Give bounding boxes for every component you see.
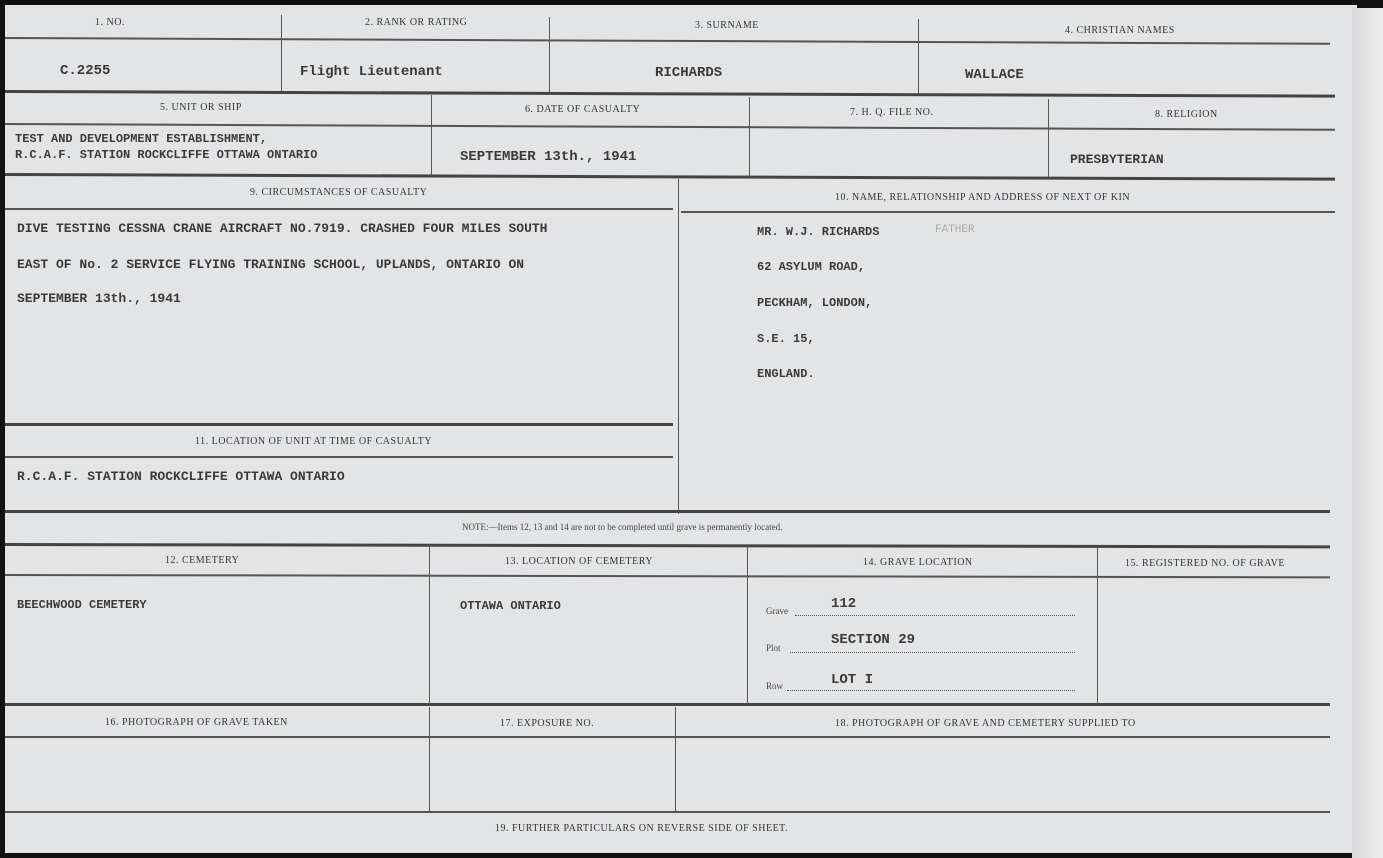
casualty-record-card	[5, 5, 1357, 853]
note: NOTE:—Items 12, 13 and 14 are not to be completed until grave is permanently located.	[462, 522, 783, 532]
divider	[5, 510, 1330, 513]
row: LOT I	[831, 672, 874, 688]
divider	[429, 707, 430, 811]
circumstances-line-1: DIVE TESTING CESSNA CRANE AIRCRAFT NO.7919. CRASHED FOUR MILES SOUTH	[17, 221, 548, 236]
label-surname: 3. SURNAME	[695, 20, 759, 31]
divider	[747, 546, 748, 704]
footer-note: 19. FURTHER PARTICULARS ON REVERSE SIDE OF SHEET.	[495, 823, 789, 834]
label-location-of-cemetery: 13. LOCATION OF CEMETERY	[505, 556, 654, 567]
surname: RICHARDS	[655, 65, 723, 81]
grave-number: 112	[831, 596, 857, 612]
divider	[5, 543, 1330, 548]
plot-label: Plot	[766, 643, 781, 653]
plot-line	[790, 651, 1075, 653]
divider	[681, 211, 1335, 213]
row-label: Row	[766, 681, 784, 691]
label-christian-names: 4. CHRISTIAN NAMES	[1065, 25, 1175, 36]
label-rank: 2. RANK OR RATING	[365, 17, 468, 28]
location-of-unit: R.C.A.F. STATION ROCKCLIFFE OTTAWA ONTARIO	[17, 469, 345, 484]
label-registered-no: 15. REGISTERED NO. OF GRAVE	[1125, 558, 1285, 569]
divider	[5, 811, 1330, 813]
divider	[678, 179, 679, 514]
unit-line-1: TEST AND DEVELOPMENT ESTABLISHMENT,	[15, 132, 268, 146]
kin-relationship: FATHER	[935, 224, 975, 236]
label-photograph-taken: 16. PHOTOGRAPH OF GRAVE TAKEN	[105, 717, 288, 728]
label-date: 6. DATE OF CASUALTY	[525, 104, 641, 115]
label-photograph-supplied-to: 18. PHOTOGRAPH OF GRAVE AND CEMETERY SUPPLIED TO	[835, 718, 1136, 729]
label-exposure-no: 17. EXPOSURE NO.	[500, 718, 595, 729]
kin-address-1: 62 ASYLUM ROAD,	[757, 260, 866, 274]
divider	[749, 97, 750, 177]
kin-name: MR. W.J. RICHARDS	[757, 225, 880, 239]
divider	[5, 90, 1335, 98]
divider	[5, 208, 673, 210]
rank: Flight Lieutenant	[300, 64, 443, 80]
kin-address-4: ENGLAND.	[757, 367, 815, 381]
row-line	[787, 689, 1075, 691]
christian-names: WALLACE	[965, 67, 1024, 83]
divider	[675, 707, 676, 811]
service-number: C.2255	[60, 63, 111, 79]
divider	[5, 574, 1330, 578]
label-circumstances: 9. CIRCUMSTANCES OF CASUALTY	[250, 187, 428, 198]
divider	[5, 423, 673, 426]
label-location-of-unit: 11. LOCATION OF UNIT AT TIME OF CASUALTY	[195, 436, 433, 447]
label-hq-file: 7. H. Q. FILE NO.	[850, 107, 934, 118]
divider	[1097, 547, 1098, 705]
divider	[5, 456, 673, 458]
religion: PRESBYTERIAN	[1070, 152, 1164, 167]
divider	[5, 703, 1330, 706]
grave-label: Grave	[766, 606, 788, 616]
kin-address-2: PECKHAM, LONDON,	[757, 296, 873, 310]
circumstances-line-2: EAST OF No. 2 SERVICE FLYING TRAINING SCHOOL, UPLANDS, ONTARIO ON	[17, 257, 525, 272]
divider	[5, 37, 1330, 45]
unit-line-2: R.C.A.F. STATION ROCKCLIFFE OTTAWA ONTARIO	[15, 148, 318, 162]
divider	[5, 173, 1335, 181]
label-number: 1. NO.	[95, 17, 125, 28]
label-religion: 8. RELIGION	[1155, 109, 1218, 120]
label-cemetery: 12. CEMETERY	[165, 555, 240, 566]
date-of-casualty: SEPTEMBER 13th., 1941	[460, 149, 637, 165]
divider	[5, 736, 1330, 738]
label-unit: 5. UNIT OR SHIP	[160, 102, 242, 113]
cemetery: BEECHWOOD CEMETERY	[17, 598, 147, 612]
circumstances-line-3: SEPTEMBER 13th., 1941	[17, 291, 181, 306]
divider	[281, 15, 282, 93]
kin-address-3: S.E. 15,	[757, 332, 815, 346]
divider	[5, 123, 1335, 131]
divider	[429, 545, 430, 703]
grave-line	[795, 614, 1075, 616]
divider	[918, 19, 919, 95]
divider	[549, 17, 550, 93]
paper-edge	[1352, 8, 1383, 858]
label-next-of-kin: 10. NAME, RELATIONSHIP AND ADDRESS OF NEXT OF KIN	[835, 192, 1131, 203]
label-grave-location: 14. GRAVE LOCATION	[863, 557, 973, 568]
plot: SECTION 29	[831, 632, 916, 648]
cemetery-location: OTTAWA ONTARIO	[460, 599, 561, 613]
divider	[431, 95, 432, 175]
divider	[1048, 99, 1049, 179]
